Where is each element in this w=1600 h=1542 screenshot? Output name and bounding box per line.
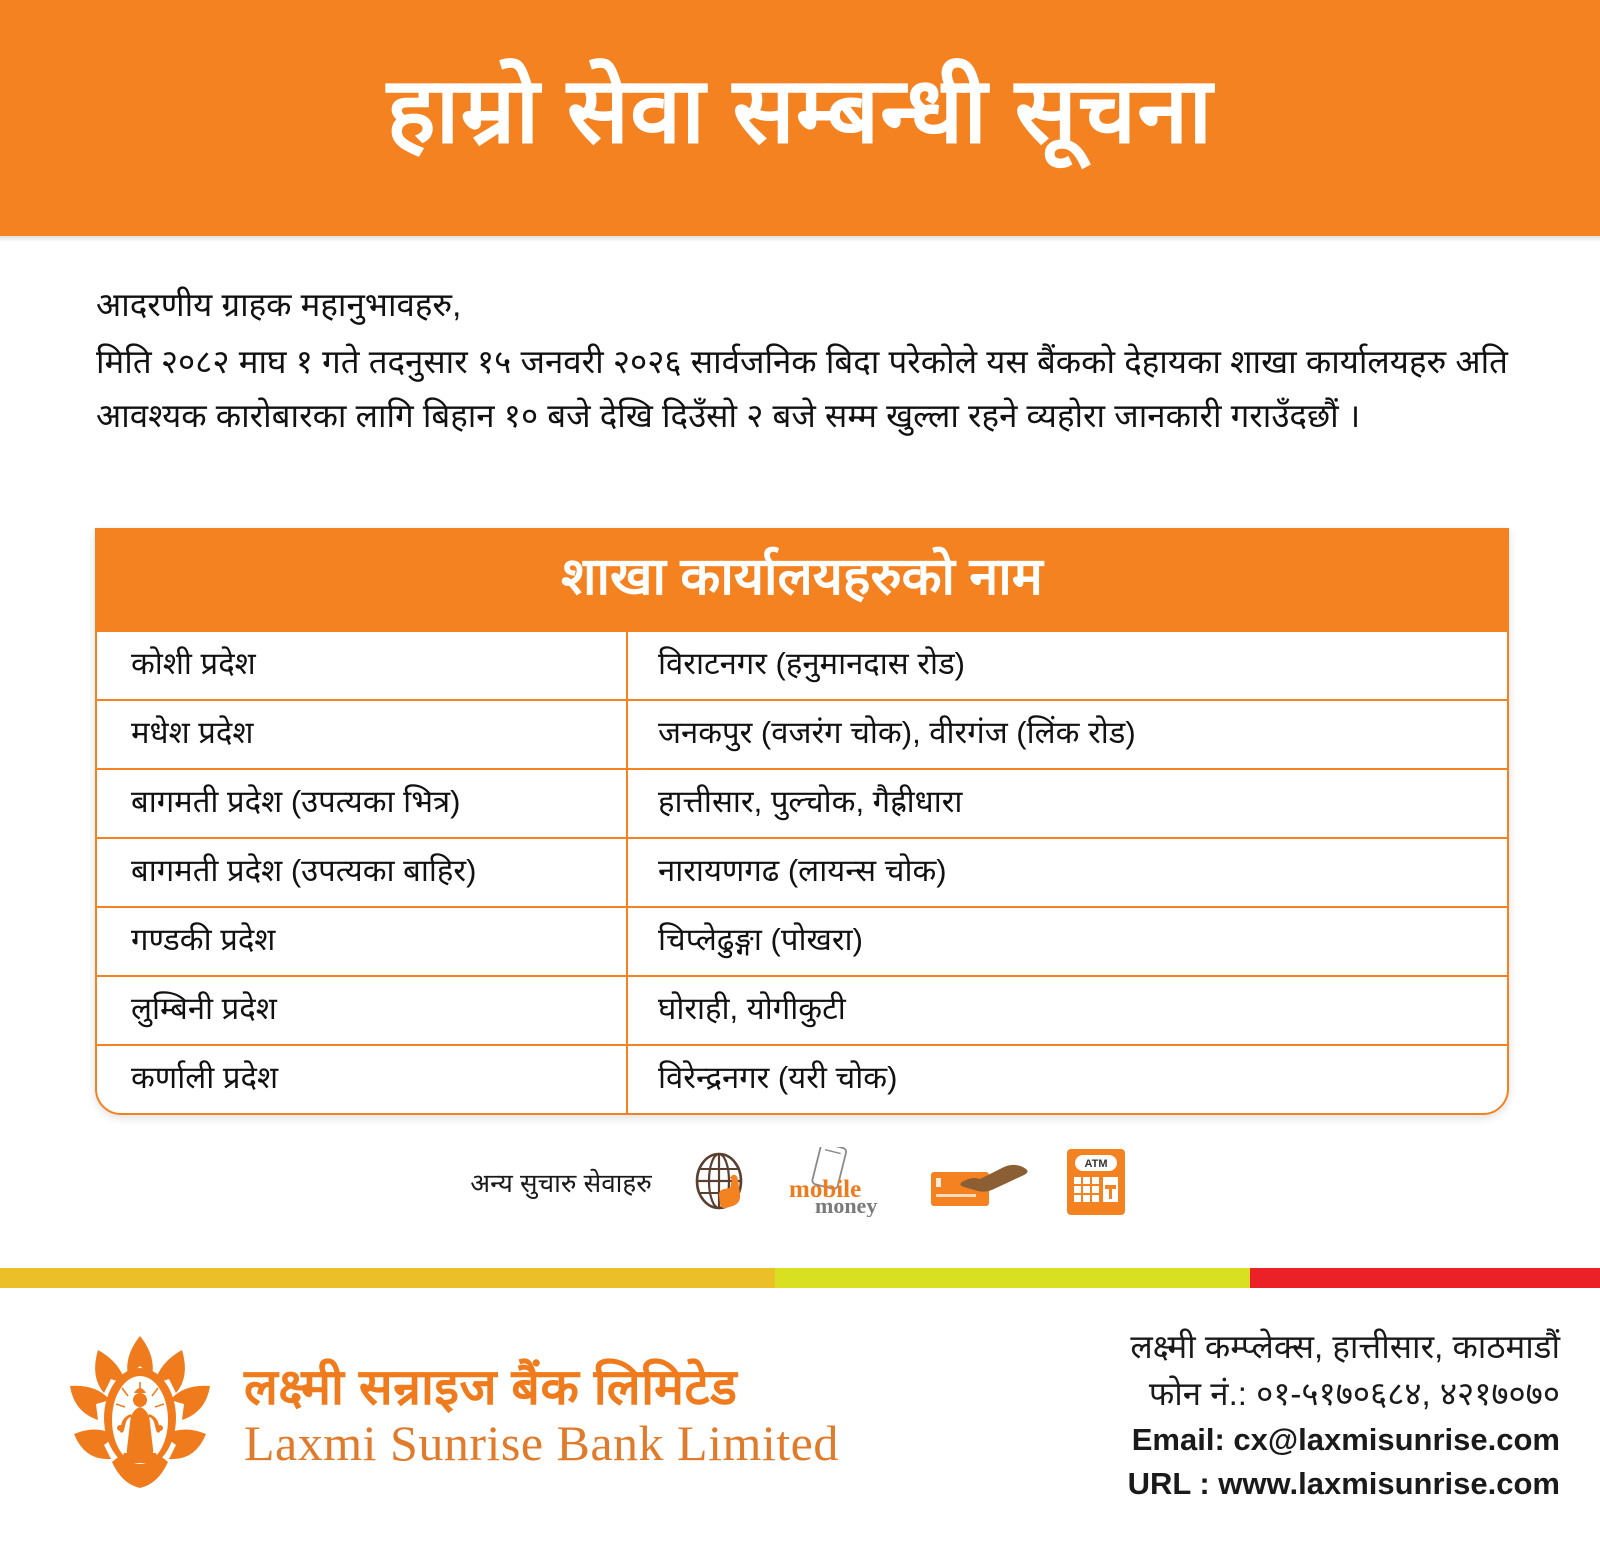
table-row bbox=[97, 975, 1507, 1044]
table-row bbox=[97, 906, 1507, 975]
province-cell: मधेश प्रदेश bbox=[97, 701, 628, 768]
table-row bbox=[97, 1044, 1507, 1113]
branch-office-table bbox=[95, 528, 1509, 1115]
card-payment-hand-icon bbox=[928, 1148, 1036, 1216]
atm-machine-icon bbox=[1062, 1148, 1130, 1216]
branch-cell: विरेन्द्रनगर (यरी चोक) bbox=[658, 1059, 898, 1095]
branch-cell: जनकपुर (वजरंग चोक), वीरगंज (लिंक रोड) bbox=[658, 714, 1136, 750]
brand-name-nepali: लक्ष्मी सन्राइज बैंक लिमिटेड bbox=[244, 1359, 738, 1415]
color-divider-bar bbox=[0, 1268, 1600, 1288]
header-shadow bbox=[0, 236, 1600, 242]
branch-cell: विराटनगर (हनुमानदास रोड) bbox=[658, 645, 965, 681]
svg-text:ATM: ATM bbox=[1084, 1158, 1108, 1170]
notice-paragraph: मिति २०८२ माघ १ गते तदनुसार १५ जनवरी २०२६ सार्वजनिक बिदा परेकोले यस बैंकको देहायका शाखा कार्यालयहरु अति आवश्यक कारोबारका लागि बिहान १० बजे देखि दिउँसो २ बजे सम्म खुल्ला रहने व्यहोरा जानकारी गराउँदछौं । bbox=[96, 343, 1508, 434]
bank-brand-block bbox=[60, 1330, 839, 1500]
branch-cell: घोराही, योगीकुटी bbox=[658, 990, 846, 1026]
divider-segment-yellow bbox=[775, 1268, 1250, 1288]
brand-name-english: Laxmi Sunrise Bank Limited bbox=[244, 1415, 839, 1471]
contact-url[interactable]: URL : www.laxmisunrise.com bbox=[1127, 1465, 1560, 1501]
branch-cell: हात्तीसार, पुल्चोक, गैह्रीधारा bbox=[658, 783, 963, 819]
svg-text:money: money bbox=[814, 1193, 878, 1217]
table-row bbox=[97, 630, 1507, 699]
table-row bbox=[97, 699, 1507, 768]
province-cell: गण्डकी प्रदेश bbox=[97, 908, 628, 975]
contact-email[interactable]: Email: cx@laxmisunrise.com bbox=[1131, 1421, 1560, 1457]
laxmi-sunrise-lotus-logo-icon bbox=[60, 1330, 220, 1500]
branch-cell: चिप्लेढुङ्गा (पोखरा) bbox=[658, 921, 863, 957]
divider-segment-red bbox=[1250, 1268, 1600, 1288]
province-cell: कर्णाली प्रदेश bbox=[97, 1046, 628, 1113]
table-heading: शाखा कार्यालयहरुको नाम bbox=[97, 530, 1507, 630]
province-cell: बागमती प्रदेश (उपत्यका बाहिर) bbox=[97, 839, 628, 906]
province-cell: कोशी प्रदेश bbox=[97, 632, 628, 699]
divider-segment-amber bbox=[0, 1268, 775, 1288]
contact-phone: फोन नं.: ०१-५१७०६८४, ४२१७०७० bbox=[1148, 1374, 1560, 1412]
other-services-strip bbox=[0, 1148, 1600, 1216]
other-services-label: अन्य सुचारु सेवाहरु bbox=[470, 1168, 652, 1198]
province-cell: लुम्बिनी प्रदेश bbox=[97, 977, 628, 1044]
table-row bbox=[97, 768, 1507, 837]
mobile-money-icon bbox=[782, 1148, 902, 1216]
svg-text:mobile: mobile bbox=[788, 1176, 861, 1203]
page-footer bbox=[0, 1288, 1600, 1542]
province-cell: बागमती प्रदेश (उपत्यका भित्र) bbox=[97, 770, 628, 837]
table-row bbox=[97, 837, 1507, 906]
contact-info-block bbox=[1128, 1324, 1560, 1506]
branch-cell: नारायणगढ (लायन्स चोक) bbox=[658, 852, 947, 888]
notice-salutation: आदरणीय ग्राहक महानुभावहरु, bbox=[96, 286, 462, 323]
brand-name-block bbox=[244, 1359, 839, 1471]
page-title: हाम्रो सेवा सम्बन्धी सूचना bbox=[386, 60, 1214, 163]
internet-banking-globe-icon bbox=[688, 1148, 756, 1216]
contact-address: लक्ष्मी कम्प्लेक्स, हात्तीसार, काठमाडौं bbox=[1130, 1328, 1560, 1366]
page-header-banner bbox=[0, 0, 1600, 236]
notice-body bbox=[96, 278, 1508, 442]
